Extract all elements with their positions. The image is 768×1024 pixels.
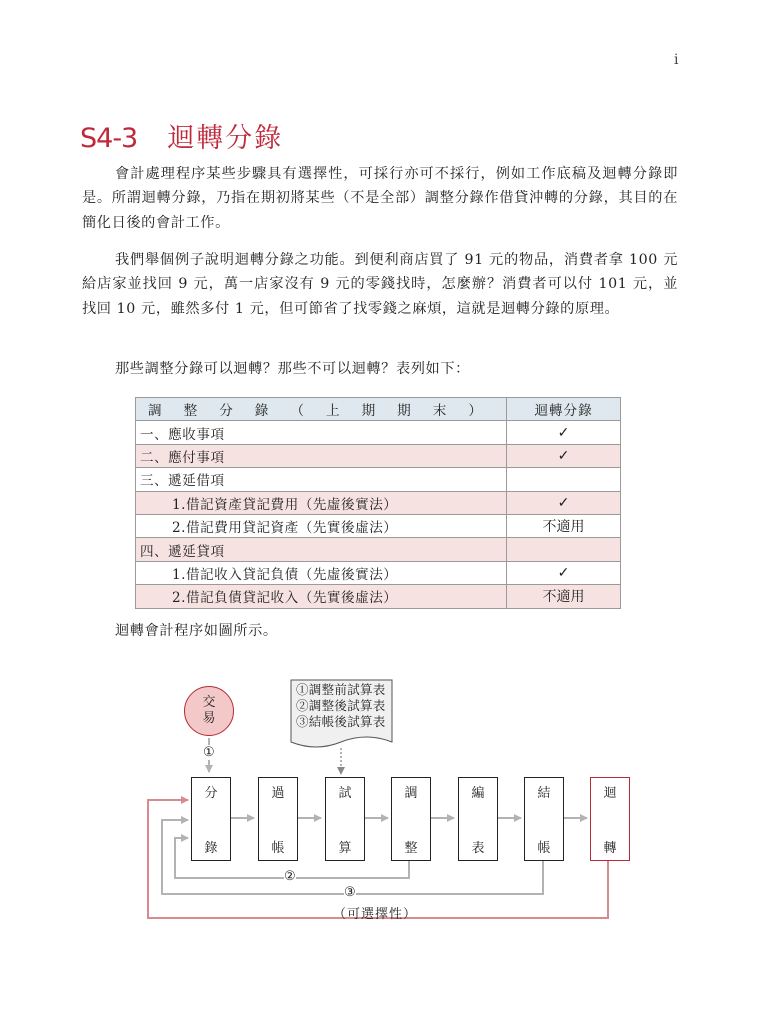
diagram-caption: 迴轉會計程序如圖所示。: [115, 623, 278, 639]
table-row-item: 三、遞延借項: [136, 468, 507, 491]
step-box-journal: [191, 777, 231, 861]
step-box-bottom: 轉: [603, 841, 617, 856]
table-row-mark: ✓: [507, 421, 621, 444]
table-row-mark: ✓: [507, 491, 621, 514]
step-box-bottom: 帳: [271, 841, 285, 856]
trial-balance-list: [296, 682, 386, 730]
table-row-item: 四、遞延貸項: [136, 538, 507, 561]
trial-balance-item: ①調整前試算表: [296, 682, 386, 697]
step-box-reversing: [590, 777, 630, 861]
optional-note: （可選擇性）: [333, 907, 418, 922]
page-number: i: [674, 52, 679, 68]
step-label-three: ③: [344, 885, 356, 900]
step-box-bottom: 整: [404, 841, 418, 856]
trial-balance-item: ②調整後試算表: [296, 698, 386, 713]
trial-balance-item: ③結帳後試算表: [296, 714, 386, 729]
table-row-item: 2.借記負債貸記收入（先實後虛法）: [136, 585, 507, 608]
step-box-top: 試: [338, 786, 352, 801]
table-row-item: 一、應收事項: [136, 421, 507, 444]
paragraph-table-lead: 那些調整分錄可以迴轉？那些不可以迴轉？表列如下：: [115, 361, 470, 377]
table-row-mark: ✓: [507, 444, 621, 467]
table-row-mark: 不適用: [507, 585, 621, 608]
step-box-top: 結: [537, 786, 551, 801]
step-box-bottom: 錄: [204, 841, 218, 856]
paragraph-example: 我們舉個例子說明迴轉分錄之功能。到便利商店買了 91 元的物品，消費者拿 100 元給店家並找回 9 元，萬一店家沒有 9 元的零錢找時，怎麼辦？消費者可以付 101 元，並找回 10 元，雖然多付 1 元，但可節省了找零錢之麻煩，這就是迴轉分錄的原理。: [82, 252, 678, 317]
step-box-adjusting: [391, 777, 431, 861]
dashed-arrowhead: [337, 767, 345, 775]
table-row-mark: ✓: [507, 561, 621, 584]
section-title: 迴轉分錄: [167, 123, 284, 154]
table-row-item: 2.借記費用貸記資產（先實後虛法）: [136, 514, 507, 537]
step-label-two: ②: [284, 869, 296, 884]
transaction-node-bottom: 易: [202, 711, 216, 726]
step-box-top: 過: [271, 786, 285, 801]
table-row-mark: 不適用: [507, 514, 621, 537]
step-box-top: 調: [404, 786, 418, 801]
step-box-bottom: 帳: [537, 841, 551, 856]
step-box-bottom: 表: [471, 841, 485, 856]
table-row-item: 1.借記收入貸記負債（先虛後實法）: [136, 561, 507, 584]
table-row-item: 二、應付事項: [136, 444, 507, 467]
paragraph-intro: 會計處理程序某些步驟具有選擇性，可採行亦可不採行，例如工作底稿及迴轉分錄即是。所謂迴轉分錄，乃指在期初將某些（不是全部）調整分錄作借貸沖轉的分錄，其目的在簡化日後的會計工作。: [82, 166, 678, 231]
section-code: S4-3: [80, 123, 138, 154]
transaction-node: [184, 686, 234, 736]
step-box-posting: [258, 777, 298, 861]
table-row-item: 1.借記資產貸記費用（先虛後實法）: [136, 491, 507, 514]
step-box-bottom: 算: [338, 841, 352, 856]
step-box-top: 迴: [603, 786, 617, 801]
step-box-top: 編: [471, 786, 485, 801]
step-box-trial-balance: [325, 777, 365, 861]
table-header-adjustment: 調整分錄（上期期末）: [136, 398, 507, 421]
step-box-statements: [458, 777, 498, 861]
step-label-one: ①: [203, 745, 215, 760]
step-box-closing: [524, 777, 564, 861]
transaction-node-top: 交: [202, 695, 216, 710]
table-header-reversing: 迴轉分錄: [507, 398, 621, 421]
step-box-top: 分: [204, 786, 218, 801]
